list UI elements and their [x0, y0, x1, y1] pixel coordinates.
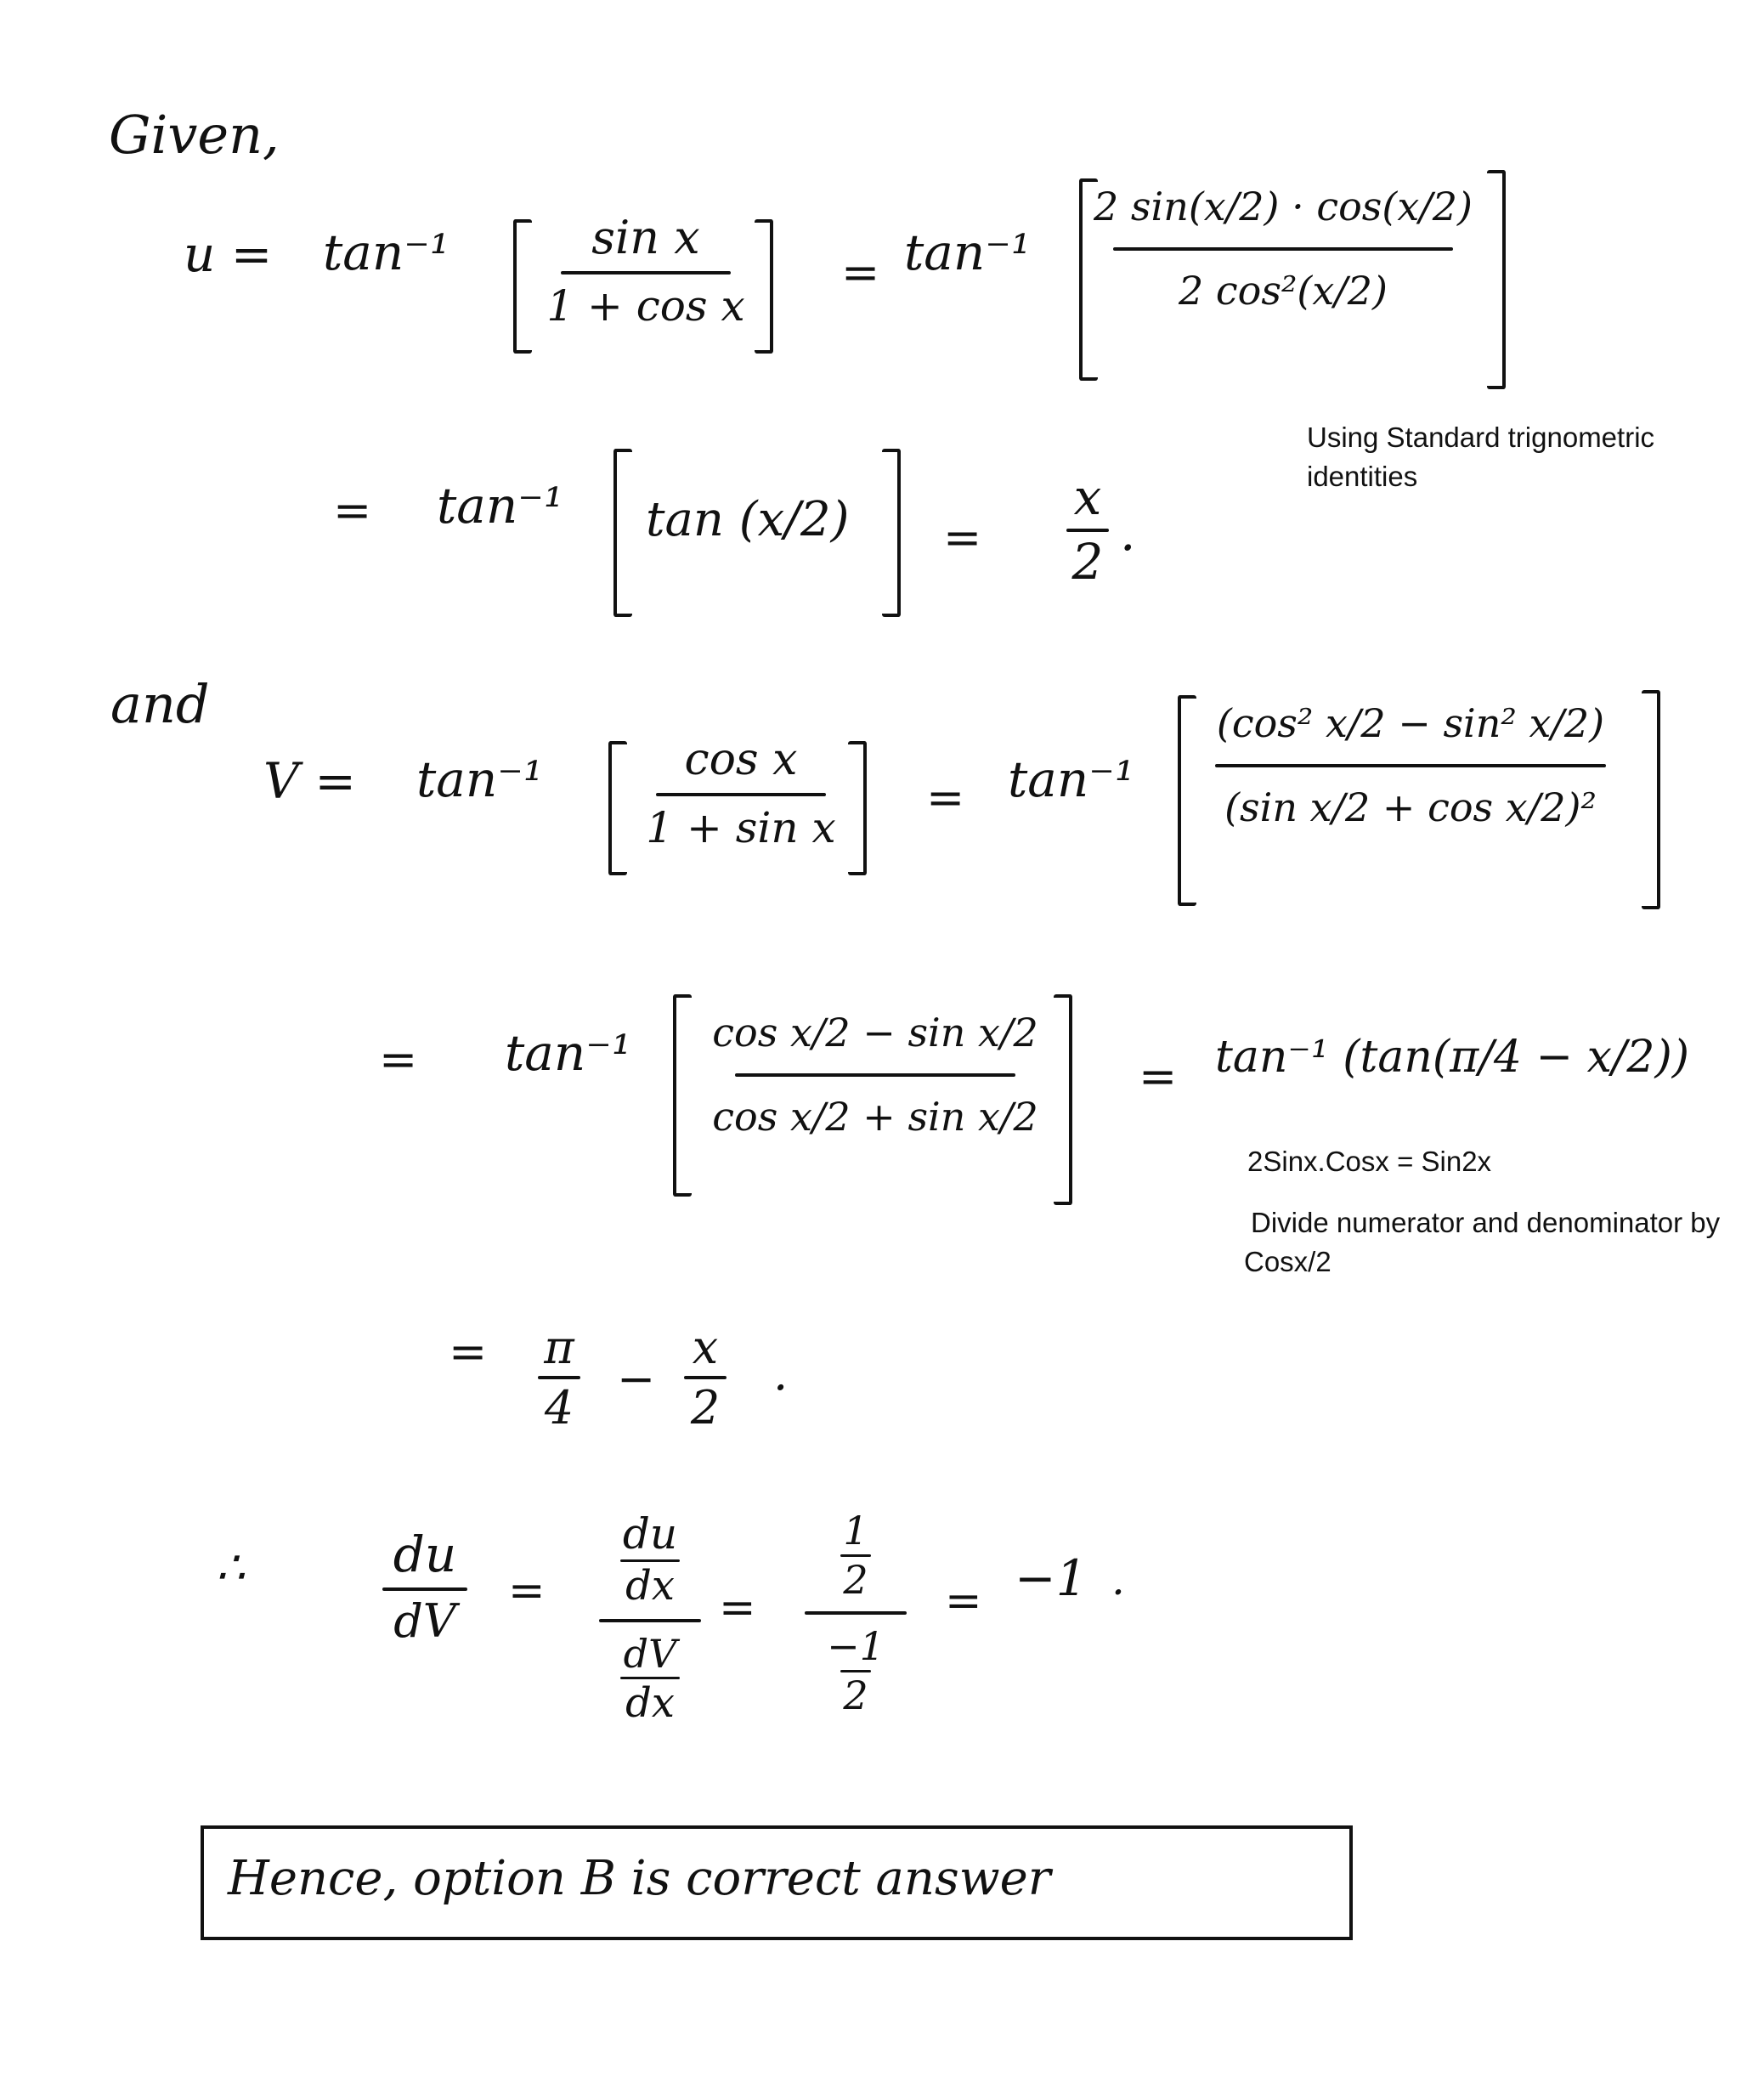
v-denominator-2: (sin x/2 + cos x/2)² — [1224, 784, 1597, 830]
u-result-denominator: 2 — [1071, 532, 1104, 591]
v-fraction-2 — [1207, 702, 1614, 829]
v-tan-inverse-2: tan⁻¹ — [1008, 750, 1135, 808]
u-line2-tan-inverse: tan⁻¹ — [437, 477, 564, 535]
u-line2-equals-2: = — [943, 511, 982, 564]
v-line2-denominator: cos x/2 + sin x/2 — [712, 1093, 1038, 1140]
deriv-right-bottom-numerator: −1 — [827, 1623, 885, 1670]
u-denominator: 1 + cos x — [546, 281, 745, 331]
v-line3-b-bar — [684, 1376, 727, 1379]
u-fraction — [544, 212, 748, 330]
deriv-right-bottom-denominator: 2 — [843, 1672, 868, 1718]
note-divide: Divide numerator and denominator by Cosx/2 — [1244, 1207, 1721, 1278]
answer-text: Hence, option B is correct answer — [228, 1851, 1051, 1906]
v-numerator-2: (cos² x/2 − sin² x/2) — [1216, 700, 1605, 746]
u-numerator: sin x — [591, 211, 700, 264]
deriv-lhs-fraction — [374, 1525, 476, 1648]
deriv-right-bottom — [827, 1625, 885, 1717]
v-line3-a-numerator: π — [544, 1321, 574, 1374]
deriv-mid-bottom-numerator: dV — [623, 1630, 677, 1677]
deriv-right-top-denominator: 2 — [843, 1556, 868, 1603]
u-line2-inner: tan (x/2) — [646, 492, 850, 547]
deriv-right-fraction — [800, 1509, 911, 1717]
u-fraction-2 — [1094, 184, 1473, 314]
v-line2-fraction-bar — [735, 1073, 1015, 1077]
deriv-right-main-bar — [805, 1611, 907, 1615]
v-line2-equals-2: = — [1139, 1050, 1178, 1103]
u-line2-equals: = — [333, 484, 372, 537]
v-line3-minus: − — [617, 1352, 656, 1406]
deriv-mid-top-denominator: dx — [625, 1562, 675, 1610]
deriv-right-top — [840, 1509, 871, 1601]
v-line2-numerator: cos x/2 − sin x/2 — [712, 1010, 1038, 1055]
note-identities: Using Standard trignometric identities — [1307, 422, 1655, 493]
deriv-mid-main-bar — [599, 1619, 701, 1622]
v-line3-dot: . — [773, 1347, 789, 1401]
v-line2-equals: = — [379, 1033, 418, 1086]
v-line2-tan-inverse: tan⁻¹ — [505, 1024, 632, 1082]
v-line2-fraction — [705, 1011, 1045, 1138]
note-double-angle: 2Sinx.Cosx = Sin2x — [1247, 1146, 1492, 1177]
u-bracket-left — [513, 219, 532, 354]
v-fraction-bar — [656, 793, 826, 796]
u-bracket-right — [755, 219, 773, 354]
v-tan-inverse: tan⁻¹ — [416, 750, 544, 808]
v-line3-b-numerator: x — [692, 1321, 719, 1374]
v-line2-bracket-left — [673, 994, 692, 1197]
deriv-equals-3: = — [945, 1576, 982, 1627]
deriv-right-top-numerator: 1 — [843, 1508, 868, 1554]
u-lhs: u = — [184, 225, 273, 283]
deriv-result: −1 — [1015, 1549, 1088, 1607]
v-numerator: cos x — [684, 734, 798, 785]
u-denominator-2: 2 cos²(x/2) — [1179, 267, 1388, 314]
v-line3-equals: = — [449, 1325, 488, 1378]
u-numerator-2: 2 sin(x/2) · cos(x/2) — [1094, 184, 1473, 229]
v-bracket-right — [848, 741, 867, 875]
deriv-mid-top-numerator: du — [622, 1509, 678, 1559]
v-line3-fraction-a — [525, 1322, 593, 1434]
therefore-symbol: ∴ — [216, 1541, 246, 1594]
given-heading: Given, — [109, 104, 280, 166]
u-line2-bracket-right — [882, 449, 901, 617]
u-result-numerator: x — [1073, 468, 1102, 526]
v-bracket-left-2 — [1178, 695, 1196, 906]
deriv-result-dot: . — [1111, 1555, 1125, 1604]
and-heading: and — [110, 673, 210, 735]
deriv-equals-2: = — [719, 1582, 756, 1633]
v-bracket-right-2 — [1642, 690, 1660, 909]
u-fraction-bar — [561, 271, 731, 274]
u-bracket-right-2 — [1487, 170, 1506, 389]
deriv-lhs-bar — [382, 1587, 467, 1591]
u-result-bar — [1066, 529, 1109, 532]
deriv-mid-top — [620, 1511, 680, 1609]
deriv-lhs-numerator: du — [393, 1525, 457, 1583]
v-line2-rhs: tan⁻¹ (tan(π/4 − x/2)) — [1215, 1032, 1690, 1083]
u-result-dot: . — [1120, 504, 1136, 562]
v-denominator: 1 + sin x — [646, 803, 836, 853]
u-tan-inverse: tan⁻¹ — [323, 224, 450, 281]
v-line3-a-bar — [538, 1376, 580, 1379]
deriv-mid-bottom-denominator: dx — [625, 1679, 675, 1728]
v-bracket-left — [608, 741, 627, 875]
v-line2-bracket-right — [1054, 994, 1072, 1205]
u-fraction-bar-2 — [1113, 247, 1453, 251]
v-lhs: V = — [263, 752, 356, 810]
deriv-mid-bottom — [620, 1630, 680, 1728]
u-tan-inverse-2: tan⁻¹ — [904, 224, 1032, 281]
v-line3-b-denominator: 2 — [690, 1381, 721, 1435]
deriv-mid-fraction — [595, 1511, 705, 1726]
deriv-lhs-denominator: dV — [393, 1593, 456, 1648]
u-equals: = — [841, 246, 880, 299]
v-line3-fraction-b — [671, 1322, 739, 1434]
v-fraction — [639, 736, 843, 852]
v-equals: = — [926, 771, 965, 824]
v-fraction-bar-2 — [1215, 764, 1606, 767]
v-line3-a-denominator: 4 — [544, 1381, 574, 1435]
u-result-fraction — [1054, 468, 1122, 591]
u-line2-bracket-left — [613, 449, 632, 617]
deriv-equals-1: = — [508, 1565, 546, 1616]
